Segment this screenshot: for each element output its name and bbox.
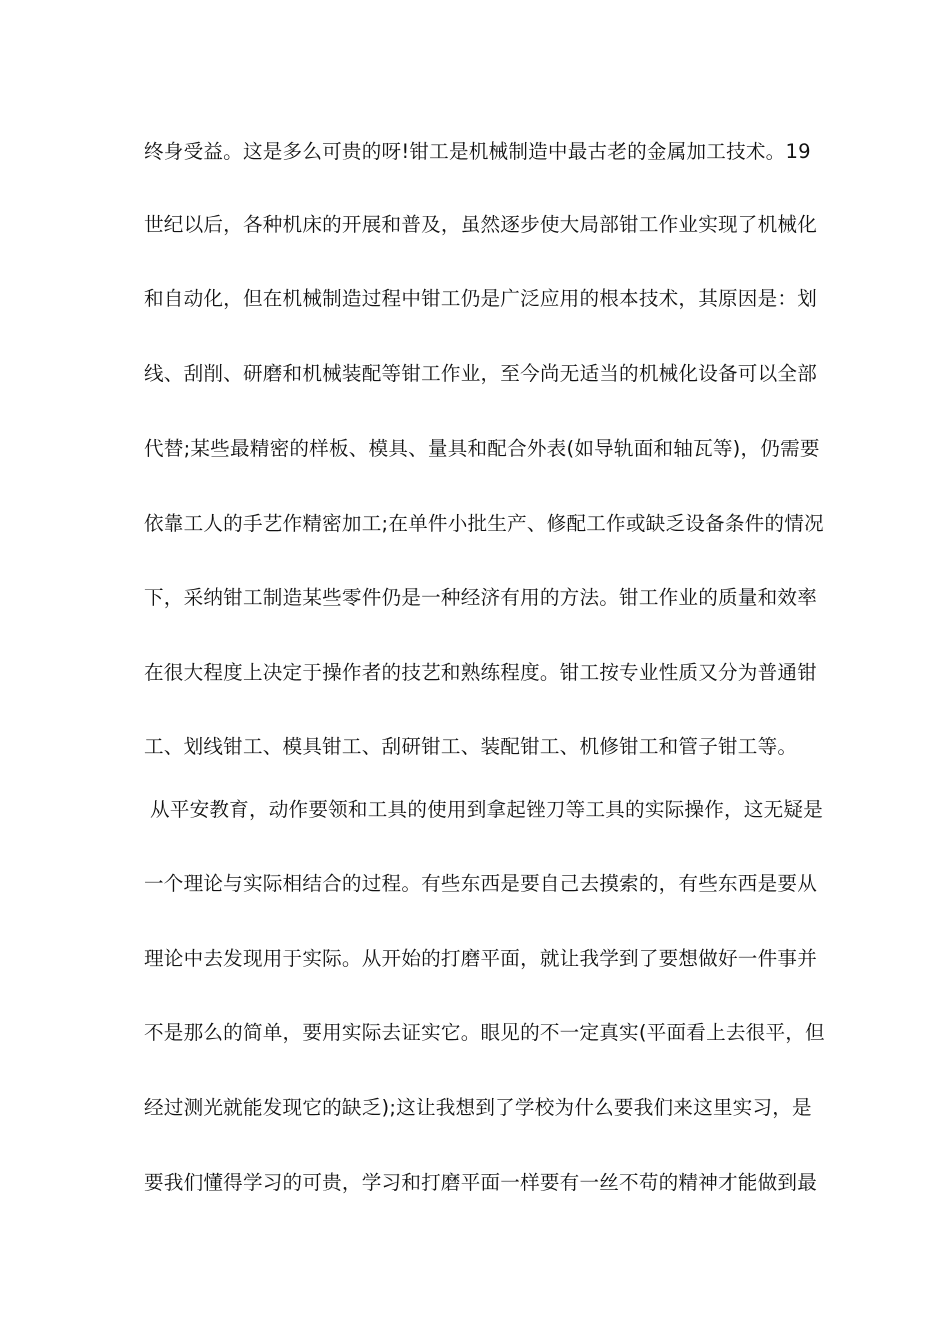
text-line-13: 不是那么的简单，要用实际去证实它。眼见的不一定真实(平面看上去很平，但	[144, 1021, 825, 1044]
text-line-11: 一个理论与实际相结合的过程。有些东西是要自己去摸索的，有些东西是要从	[144, 872, 817, 895]
text-line-2: 世纪以后，各种机床的开展和普及，虽然逐步使大局部钳工作业实现了机械化	[144, 213, 817, 236]
text-line-12: 理论中去发现用于实际。从开始的打磨平面，就让我学到了要想做好一件事并	[144, 947, 817, 970]
text-line-4: 线、刮削、研磨和机械装配等钳工作业，至今尚无适当的机械化设备可以全部	[144, 362, 817, 385]
text-line-10: 从平安教育，动作要领和工具的使用到拿起锉刀等工具的实际操作，这无疑是	[150, 798, 823, 821]
text-line-14: 经过测光就能发现它的缺乏);这让我想到了学校为什么要我们来这里实习，是	[144, 1096, 812, 1119]
text-line-7: 下，采纳钳工制造某些零件仍是一种经济有用的方法。钳工作业的质量和效率	[144, 586, 817, 609]
text-line-9: 工、划线钳工、模具钳工、刮研钳工、装配钳工、机修钳工和管子钳工等。	[144, 735, 798, 758]
text-line-3: 和自动化，但在机械制造过程中钳工仍是广泛应用的根本技术，其原因是：划	[144, 287, 817, 310]
text-line-6: 依靠工人的手艺作精密加工;在单件小批生产、修配工作或缺乏设备条件的情况	[144, 512, 824, 535]
text-line-15: 要我们懂得学习的可贵，学习和打磨平面一样要有一丝不苟的精神才能做到最	[144, 1171, 817, 1194]
text-line-1: 终身受益。这是多么可贵的呀!钳工是机械制造中最古老的金属加工技术。19	[144, 140, 811, 163]
text-line-5: 代替;某些最精密的样板、模具、量具和配合外表(如导轨面和轴瓦等)，仍需要	[144, 437, 820, 460]
text-line-8: 在很大程度上决定于操作者的技艺和熟练程度。钳工按专业性质又分为普通钳	[144, 661, 817, 684]
